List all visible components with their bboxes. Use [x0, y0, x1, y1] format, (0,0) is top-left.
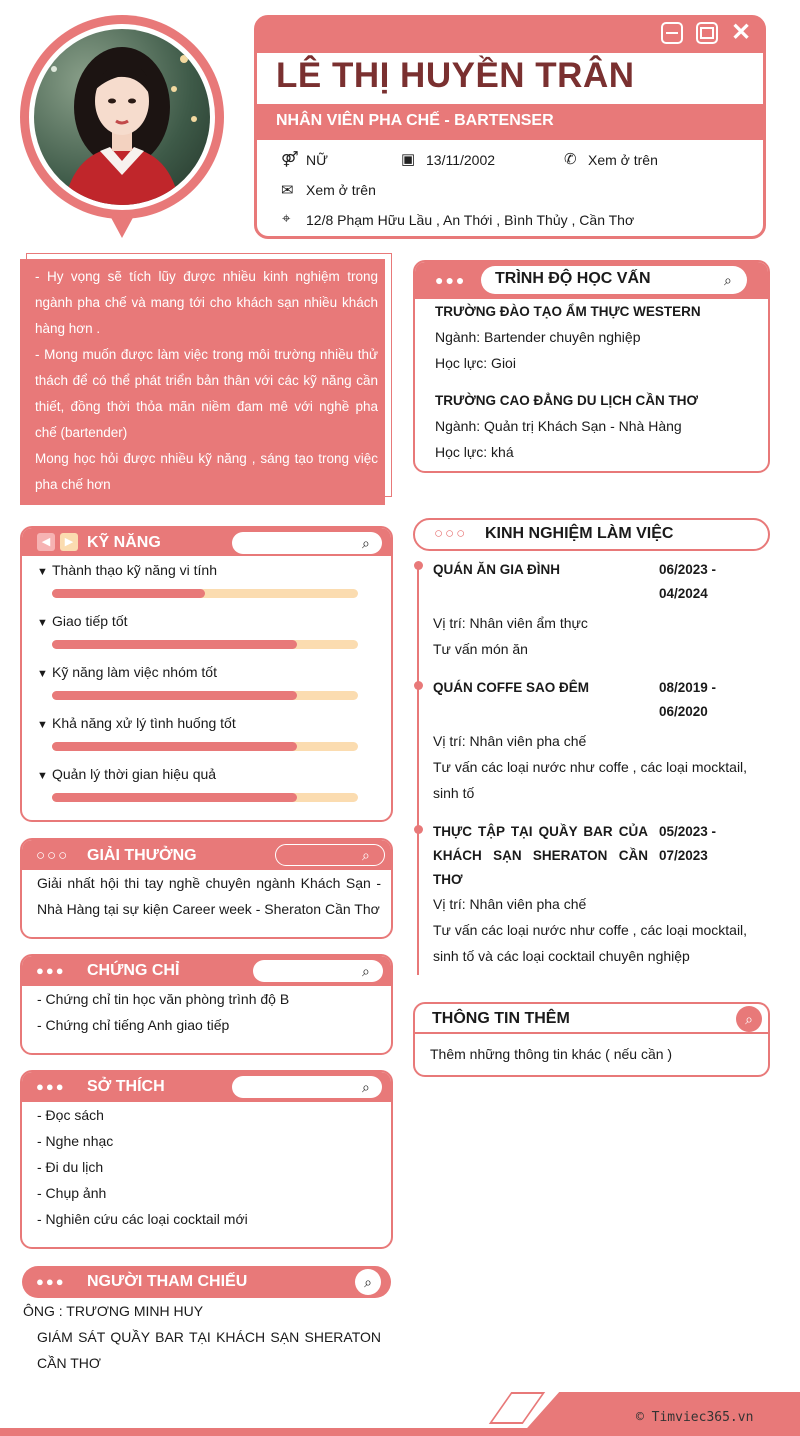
experience-title: KINH NGHIỆM LÀM VIỆC [485, 525, 674, 542]
caret-down-icon[interactable]: ▼ [37, 566, 48, 578]
search-icon[interactable]: ⌕ [362, 1079, 370, 1095]
calendar-icon: ▣ [401, 151, 416, 168]
maximize-icon[interactable] [696, 22, 718, 44]
education-school: TRƯỜNG CAO ĐẲNG DU LỊCH CẦN THƠ [435, 393, 698, 408]
header-titlebar [256, 17, 764, 53]
objective-line: Mong học hỏi được nhiều kỹ năng , sáng tạo trong việc pha chế hơn [35, 451, 378, 492]
phone-value: Xem ở trên [588, 152, 658, 168]
dots-icon: ●●● [435, 272, 467, 288]
search-icon[interactable]: ⌕ [355, 1269, 381, 1295]
experience-company: QUÁN COFFE SAO ĐÊM [433, 680, 590, 695]
skills-title: KỸ NĂNG [87, 534, 161, 551]
skill-bar-fill [52, 691, 297, 700]
avatar [34, 29, 210, 205]
experience-company: THƠ [433, 872, 463, 887]
hobby-item: - Nghiên cứu các loại cocktail mới [37, 1211, 248, 1227]
experience-date: 08/2019 - [659, 680, 717, 695]
education-major: Ngành: Bartender chuyên nghiệp [435, 329, 641, 345]
reference-name: ÔNG : TRƯƠNG MINH HUY [23, 1303, 204, 1319]
extra-info-title: THÔNG TIN THÊM [432, 1010, 570, 1027]
experience-date: 07/2023 [659, 848, 708, 863]
experience-date: 06/2023 - [659, 562, 717, 577]
dots-icon: ●●● [36, 1274, 66, 1289]
references-title: NGƯỜI THAM CHIẾU [87, 1273, 248, 1290]
skill-bar-fill [52, 589, 205, 598]
birthday-value: 13/11/2002 [426, 152, 496, 168]
objective-text [35, 264, 378, 498]
experience-position: Vị trí: Nhân viên ẩm thực [433, 615, 588, 631]
search-icon[interactable]: ⌕ [724, 272, 732, 288]
hollow-dots-icon: ○○○ [36, 847, 70, 864]
hollow-dots-icon: ○○○ [434, 525, 468, 542]
hobbies-title: SỞ THÍCH [87, 1078, 165, 1095]
candidate-name: LÊ THỊ HUYỀN TRÂN [276, 56, 635, 95]
education-grade: Học lực: khá [435, 444, 514, 460]
skill-label: Khả năng xử lý tình huống tốt [52, 715, 236, 731]
skill-bar-track [52, 589, 358, 598]
awards-line: Nhà Hàng tại sự kiện Career week - Sheraton Cần Thơ [37, 901, 380, 917]
skill-label: Kỹ năng làm việc nhóm tốt [52, 664, 217, 680]
experience-position: Vị trí: Nhân viên pha chế [433, 896, 587, 912]
timeline-dot [414, 825, 423, 834]
awards-line: Giải nhất hội thi tay nghề chuyên ngành Khách Sạn - [37, 875, 381, 891]
email-icon: ✉ [281, 182, 294, 199]
footer-credit: © Timviec365.vn [636, 1410, 754, 1425]
skill-label: Thành thạo kỹ năng vi tính [52, 562, 217, 578]
skill-bar-fill [52, 640, 297, 649]
reference-position: CẦN THƠ [37, 1355, 101, 1371]
skills-search-bar[interactable] [232, 532, 382, 554]
certificate-item: - Chứng chỉ tiếng Anh giao tiếp [37, 1017, 230, 1033]
hobby-item: - Đi du lịch [37, 1159, 104, 1175]
objective-line: - Mong muốn được làm việc trong môi trường nhiều thử thách để có thể phát triển bản thân với các kỹ năng cần thiết, đồng thời thỏa mãn niềm đam mê với nghề pha chế (bartender) [35, 347, 378, 440]
job-title: NHÂN VIÊN PHA CHẾ - BARTENSER [276, 112, 554, 129]
experience-company: QUÁN ĂN GIA ĐÌNH [433, 562, 560, 577]
skill-label: Quản lý thời gian hiệu quả [52, 766, 217, 782]
experience-desc: Tư vấn các loại nước như coffe , các loại mocktail, [433, 759, 748, 775]
close-icon[interactable]: ✕ [731, 19, 752, 46]
experience-desc: Tư vấn món ăn [433, 641, 528, 657]
search-icon[interactable]: ⌕ [736, 1006, 762, 1032]
timeline-dot [414, 681, 423, 690]
awards-title: GIẢI THƯỞNG [87, 847, 197, 864]
experience-position: Vị trí: Nhân viên pha chế [433, 733, 587, 749]
education-major: Ngành: Quản trị Khách Sạn - Nhà Hàng [435, 418, 682, 434]
experience-date: 04/2024 [659, 586, 708, 601]
hobby-item: - Nghe nhạc [37, 1133, 114, 1149]
arrow-right-icon[interactable]: ▶ [60, 533, 78, 551]
experience-desc: Tư vấn các loại nước như coffe , các loại mocktail, [433, 922, 748, 938]
certificates-title: CHỨNG CHỈ [87, 962, 180, 979]
skill-bar-fill [52, 742, 297, 751]
caret-down-icon[interactable]: ▼ [37, 617, 48, 629]
phone-icon: ✆ [564, 151, 577, 168]
arrow-left-icon[interactable]: ◀ [37, 533, 55, 551]
certificate-item: - Chứng chỉ tin học văn phòng trình độ B [37, 991, 290, 1007]
experience-desc: sinh tố [433, 785, 475, 801]
experience-date: 06/2020 [659, 704, 708, 719]
dots-icon: ●●● [36, 1079, 66, 1094]
search-icon[interactable]: ⌕ [362, 847, 370, 863]
caret-down-icon[interactable]: ▼ [37, 719, 48, 731]
skill-bar-track [52, 640, 358, 649]
experience-desc: sinh tố và các loại cocktail chuyên nghiệp [433, 948, 690, 964]
experience-company: THỰC TẬP TẠI QUẦY BAR CỦA [433, 824, 648, 839]
timeline-dot [414, 561, 423, 570]
gender-value: NỮ [306, 152, 329, 168]
skill-bar-fill [52, 793, 297, 802]
minimize-icon[interactable] [661, 22, 683, 44]
skill-label: Giao tiếp tốt [52, 613, 128, 629]
search-icon[interactable]: ⌕ [362, 535, 370, 551]
gender-icon: ⚤ [281, 151, 299, 168]
experience-timeline [417, 563, 419, 975]
portrait-photo [34, 29, 210, 205]
email-value: Xem ở trên [306, 182, 376, 198]
education-title: TRÌNH ĐỘ HỌC VẤN [495, 270, 651, 287]
education-school: TRƯỜNG ĐÀO TẠO ẨM THỰC WESTERN [435, 304, 701, 319]
extra-info-text: Thêm những thông tin khác ( nếu cần ) [430, 1046, 673, 1062]
skill-bar-track [52, 793, 358, 802]
skill-bar-track [52, 742, 358, 751]
reference-position: GIÁM SÁT QUẦY BAR TẠI KHÁCH SẠN SHERATON [37, 1329, 381, 1345]
caret-down-icon[interactable]: ▼ [37, 770, 48, 782]
experience-company: KHÁCH SẠN SHERATON CẦN [433, 848, 648, 863]
dots-icon: ●●● [36, 963, 66, 978]
location-icon: ⌖ [282, 210, 291, 227]
caret-down-icon[interactable]: ▼ [37, 668, 48, 680]
objective-line: - Hy vọng sẽ tích lũy được nhiều kinh nghiệm trong ngành pha chế và mang tới cho khách sạn nhiều khách hàng hơn . [35, 269, 378, 336]
hobbies-search-bar[interactable] [232, 1076, 382, 1098]
skill-bar-track [52, 691, 358, 700]
education-grade: Học lực: Gioi [435, 355, 516, 371]
search-icon[interactable]: ⌕ [362, 963, 370, 979]
experience-date: 05/2023 - [659, 824, 717, 839]
hobby-item: - Đọc sách [37, 1107, 104, 1123]
address-value: 12/8 Phạm Hữu Lầu , An Thới , Bình Thủy , Cần Thơ [306, 212, 635, 228]
hobby-item: - Chụp ảnh [37, 1185, 107, 1201]
